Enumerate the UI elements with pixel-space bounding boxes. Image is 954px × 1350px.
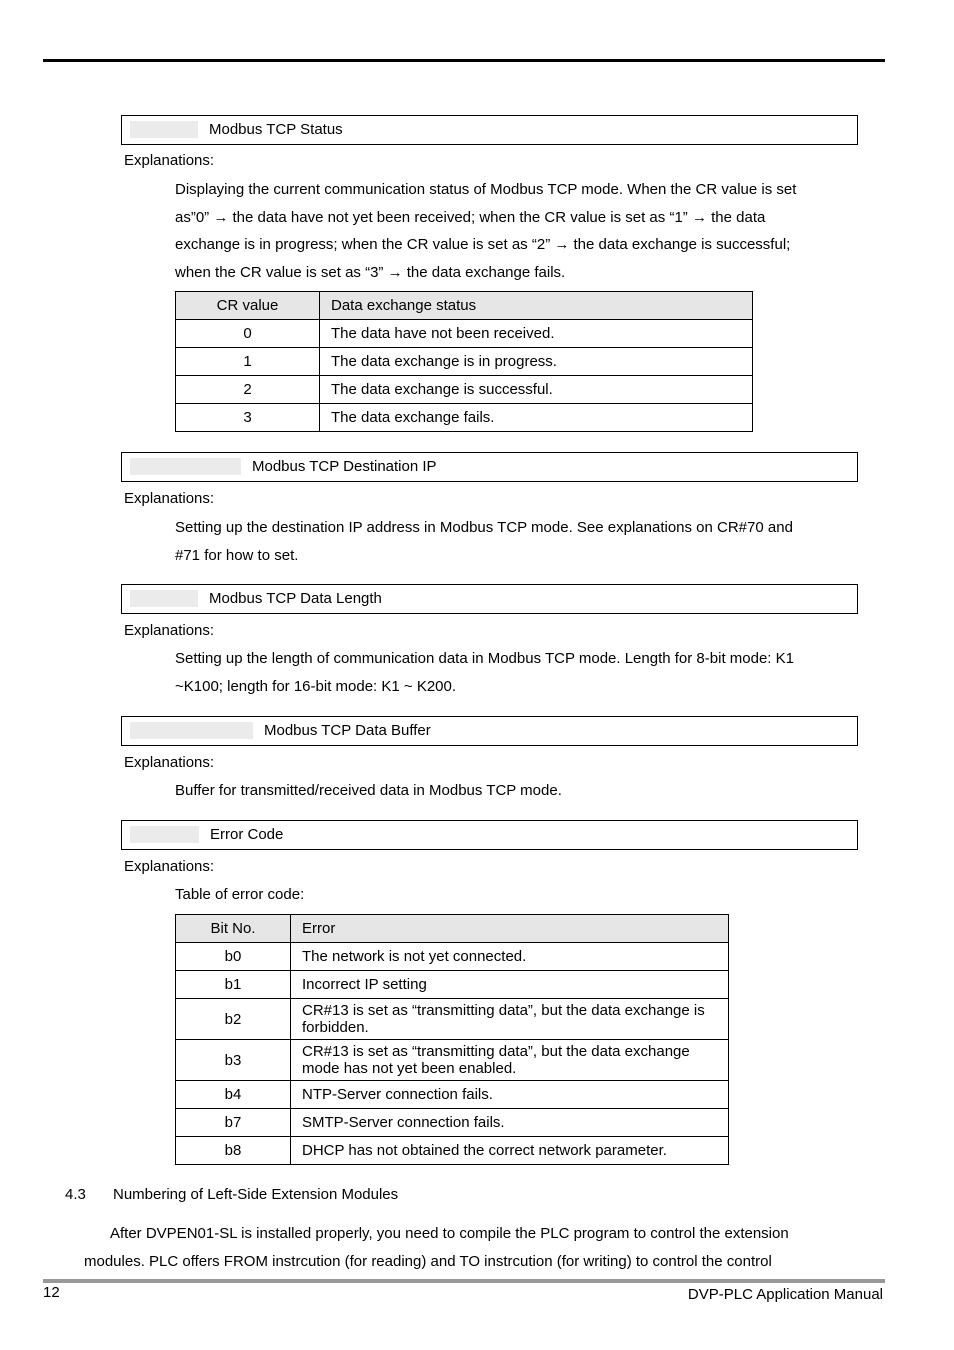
section-header-data-length: [121, 584, 858, 614]
paragraph-line: when the CR value is set as “3” → the data exchange fails.: [175, 263, 566, 281]
paragraph-line: Setting up the length of communication data in Modbus TCP mode. Length for 8-bit mode: K1: [175, 650, 794, 667]
explanation-paragraph: [175, 881, 850, 909]
paragraph-line: #71 for how to set.: [175, 546, 299, 564]
table-header-row: [176, 915, 729, 943]
paragraph-line: Buffer for transmitted/received data in Modbus TCP mode.: [175, 782, 562, 799]
table-cell: The data exchange fails.: [320, 404, 753, 432]
table-cell: The data exchange is successful.: [320, 376, 753, 404]
table-row: [176, 1040, 729, 1081]
page-number: 12: [43, 1284, 60, 1301]
paragraph-line: exchange is in progress; when the CR value is set as “2” → the data exchange is successful;: [175, 236, 791, 253]
manual-title: DVP-PLC Application Manual: [687, 1286, 883, 1303]
header-cell: Error: [291, 915, 729, 943]
table-cell: NTP-Server connection fails.: [291, 1081, 729, 1109]
section-header-destination-ip: [121, 452, 858, 482]
explanations-label: Explanations:: [124, 152, 215, 169]
error-code-table: [175, 914, 729, 1165]
cr-value-table: [175, 291, 753, 432]
table-row: [176, 320, 753, 348]
table-cell: SMTP-Server connection fails.: [291, 1109, 729, 1137]
header-cell: Bit No.: [176, 915, 291, 943]
section-title: Modbus TCP Data Buffer: [264, 722, 431, 739]
table-cell: b3: [176, 1040, 291, 1081]
table-row: [176, 971, 729, 999]
cr-number-placeholder: [130, 590, 198, 607]
table-cell: b2: [176, 999, 291, 1040]
section-title: Modbus TCP Destination IP: [252, 458, 437, 475]
header-cell: CR value: [176, 292, 320, 320]
header-rule: [43, 59, 885, 62]
paragraph-line: Setting up the destination IP address in Modbus TCP mode. See explanations on CR#70 and: [175, 519, 793, 536]
table-cell: The data exchange is in progress.: [320, 348, 753, 376]
table-cell: 2: [176, 376, 320, 404]
cr-number-placeholder: [130, 121, 198, 138]
table-row: [176, 376, 753, 404]
explanation-paragraph: [175, 176, 850, 286]
explanation-paragraph: [175, 645, 850, 700]
table-cell: 0: [176, 320, 320, 348]
explanation-paragraph: [175, 514, 850, 569]
section-title: Error Code: [210, 826, 284, 843]
header-cell: Data exchange status: [320, 292, 753, 320]
table-row: [176, 999, 729, 1040]
section-header-error-code: [121, 820, 858, 850]
table-row: [176, 348, 753, 376]
explanations-label: Explanations:: [124, 754, 215, 771]
explanation-paragraph: [175, 777, 850, 805]
table-cell: b7: [176, 1109, 291, 1137]
subsection-title: Numbering of Left-Side Extension Modules: [113, 1186, 399, 1203]
table-cell: 3: [176, 404, 320, 432]
subsection-number: 4.3: [65, 1186, 86, 1203]
paragraph-line: Table of error code:: [175, 886, 305, 903]
section-header-data-buffer: [121, 716, 858, 746]
table-cell: CR#13 is set as “transmitting data”, but the data exchange mode has not yet been enabled.: [291, 1040, 729, 1081]
footer-rule: [43, 1279, 885, 1283]
table-cell: 1: [176, 348, 320, 376]
section-title: Modbus TCP Status: [209, 121, 343, 138]
table-cell: The network is not yet connected.: [291, 943, 729, 971]
paragraph-line: ~K100; length for 16-bit mode: K1 ~ K200.: [175, 677, 457, 695]
body-line: modules. PLC offers FROM instrcution (for reading) and TO instrcution (for writing) to control the control: [84, 1253, 772, 1270]
table-cell: b0: [176, 943, 291, 971]
explanations-label: Explanations:: [124, 858, 215, 875]
paragraph-line: Displaying the current communication status of Modbus TCP mode. When the CR value is set: [175, 181, 797, 198]
table-row: [176, 404, 753, 432]
section-title: Modbus TCP Data Length: [209, 590, 382, 607]
section-header-modbus-tcp-status: [121, 115, 858, 145]
table-cell: Incorrect IP setting: [291, 971, 729, 999]
table-row: [176, 1081, 729, 1109]
table-row: [176, 943, 729, 971]
table-row: [176, 1109, 729, 1137]
table-cell: b1: [176, 971, 291, 999]
explanations-label: Explanations:: [124, 622, 215, 639]
table-cell: The data have not been received.: [320, 320, 753, 348]
cr-number-placeholder: [130, 722, 253, 739]
explanations-label: Explanations:: [124, 490, 215, 507]
table-cell: CR#13 is set as “transmitting data”, but the data exchange is forbidden.: [291, 999, 729, 1040]
table-cell: DHCP has not obtained the correct network parameter.: [291, 1137, 729, 1165]
table-row: [176, 1137, 729, 1165]
body-line: After DVPEN01-SL is installed properly, you need to compile the PLC program to control the extension: [110, 1225, 789, 1242]
cr-number-placeholder: [130, 826, 199, 843]
table-cell: b4: [176, 1081, 291, 1109]
table-header-row: [176, 292, 753, 320]
cr-number-placeholder: [130, 458, 241, 475]
table-cell: b8: [176, 1137, 291, 1165]
paragraph-line: as”0” → the data have not yet been received; when the CR value is set as “1” → the data: [175, 208, 766, 226]
